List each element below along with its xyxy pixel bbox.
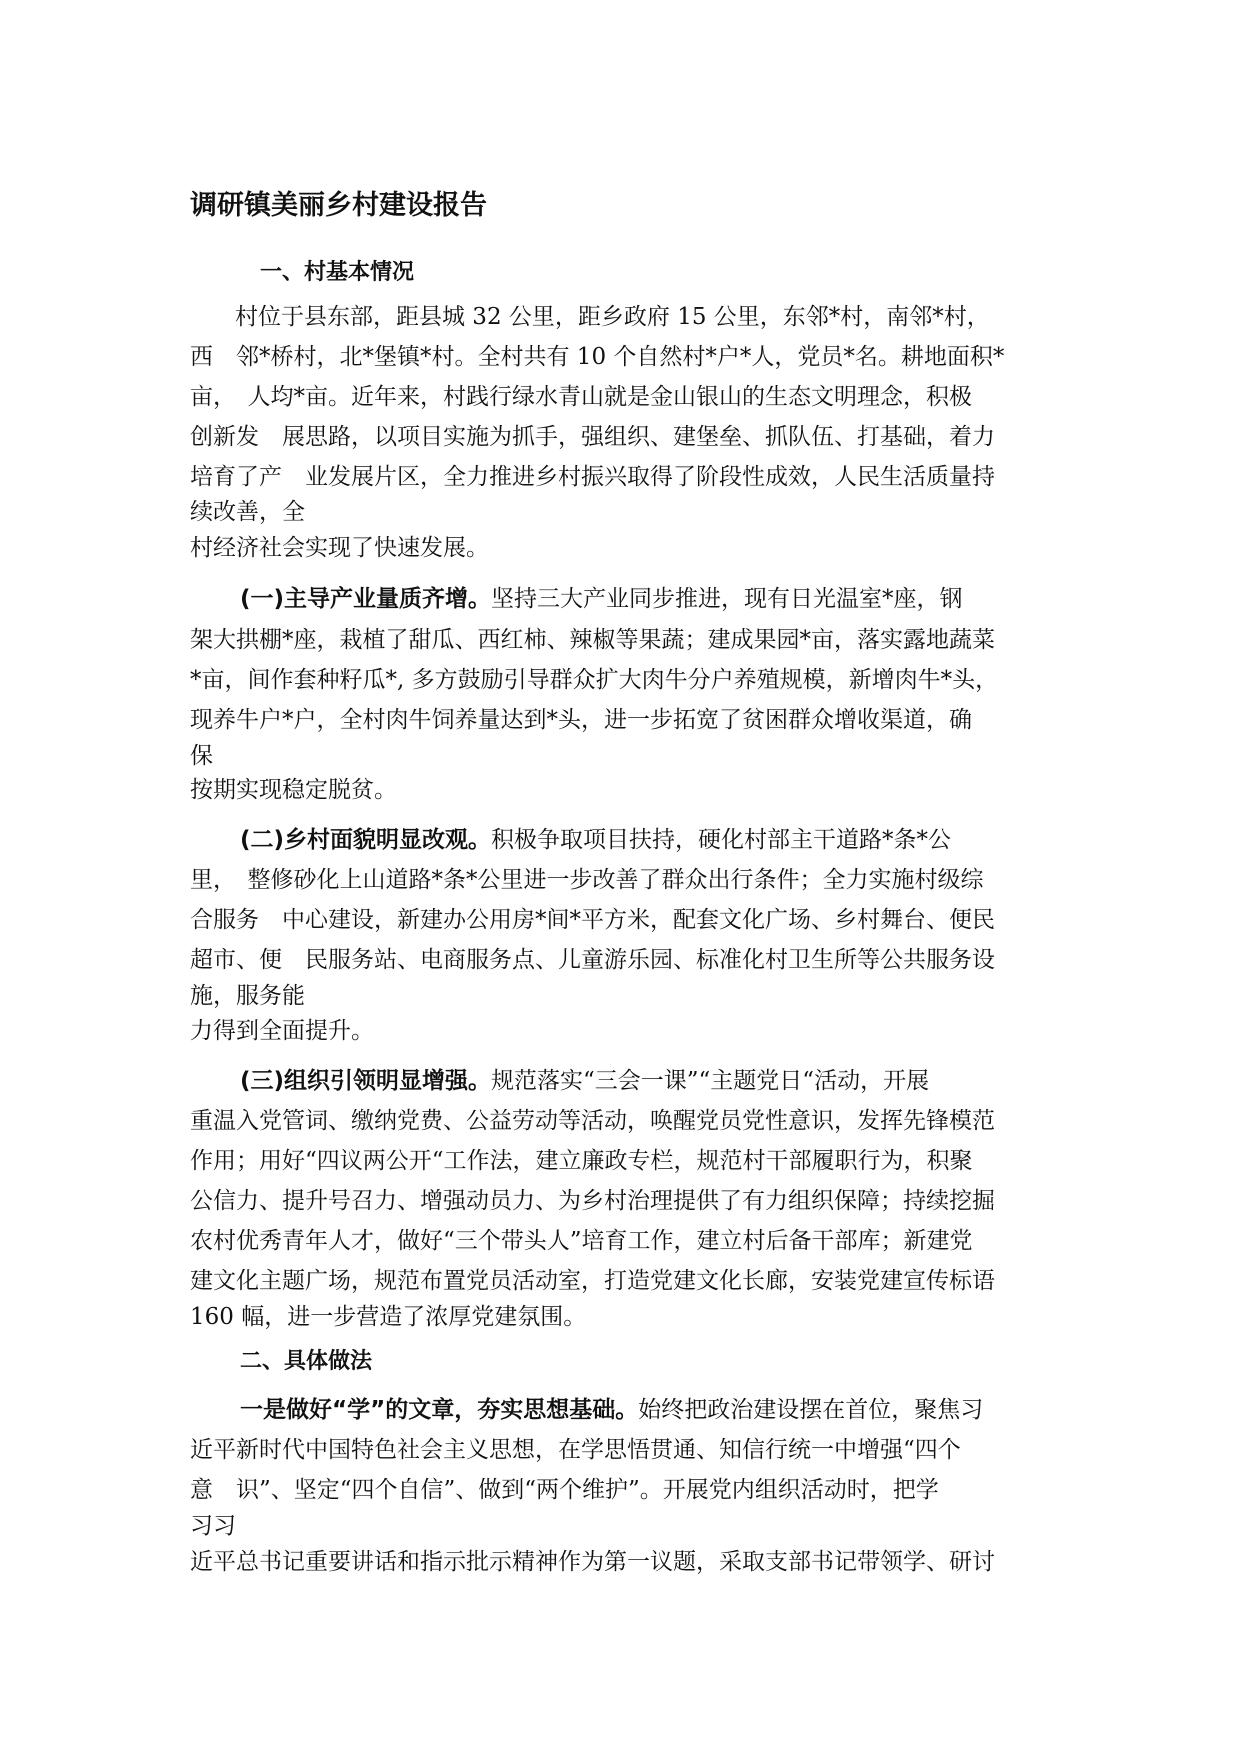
item-text: 积极争取项目扶持，硬化村部主干道路*条*公 <box>491 827 952 853</box>
paragraph-line: 作用；用好“四议两公开“工作法，建立廉政专栏，规范村干部履职行为，积聚 <box>190 1148 973 1174</box>
paragraph-line: 习习 <box>190 1513 236 1539</box>
paragraph-line: 架大拱棚*座，栽植了甜瓜、西红柿、辣椒等果蔬；建成果园*亩，落实露地蔬菜 <box>190 627 995 653</box>
item-title-organization: (三)组织引领明显增强。 <box>240 1068 492 1094</box>
item-leading-line <box>240 583 963 615</box>
document-title: 调研镇美丽乡村建设报告 <box>190 190 487 221</box>
paragraph-line: 村经济社会实现了快速发展。 <box>190 535 489 561</box>
item-text: 始终把政治建设摆在首位，聚焦习 <box>638 1397 984 1423</box>
paragraph-line: 超市、便 民服务站、电商服务点、儿童游乐园、标准化村卫生所等公共服务设 <box>190 947 995 973</box>
paragraph-line: 现养牛户*户，全村肉牛饲养量达到*头，进一步拓宽了贫困群众增收渠道，确 <box>190 707 972 733</box>
paragraph-line: 按期实现稳定脱贫。 <box>190 777 397 803</box>
item-title-study: 一是做好“学”的文章，夯实思想基础。 <box>240 1397 639 1423</box>
paragraph-line: 农村优秀青年人才，做好“三个带头人”培育工作，建立村后备干部库；新建党 <box>190 1228 973 1254</box>
paragraph-line: 培育了产 业发展片区，全力推进乡村振兴取得了阶段性成效，人民生活质量持 <box>190 464 995 490</box>
paragraph-line: *亩，间作套种籽瓜*, 多方鼓励引导群众扩大肉牛分户养殖规模，新增肉牛*头， <box>190 667 999 693</box>
paragraph-line: 里， 整修砂化上山道路*条*公里进一步改善了群众出行条件；全力实施村级综 <box>190 867 984 893</box>
paragraph-line: 续改善，全 <box>190 499 305 525</box>
item-leading-line <box>240 1065 929 1097</box>
paragraph-line: 近平新时代中国特色社会主义思想，在学思悟贯通、知信行统一中增强“四个 <box>190 1437 961 1463</box>
paragraph-line: 西 邻*桥村，北*堡镇*村。全村共有 10 个自然村*户*人，党员*名。耕地面积* <box>190 344 1005 370</box>
paragraph-line: 保 <box>190 743 213 769</box>
paragraph-line: 近平总书记重要讲话和指示批示精神作为第一议题，采取支部书记带领学、研讨 <box>190 1549 995 1575</box>
item-leading-line <box>240 1394 983 1426</box>
paragraph-line: 合服务 中心建设，新建办公用房*间*平方米，配套文化广场、乡村舞台、便民 <box>190 907 995 933</box>
paragraph-line: 160 幅，进一步营造了浓厚党建氛围。 <box>190 1304 587 1330</box>
paragraph-line: 建文化主题广场，规范布置党员活动室，打造党建文化长廊，安装党建宣传标语 <box>190 1268 995 1294</box>
section-heading-specific-practices: 二、具体做法 <box>240 1349 373 1374</box>
item-title-industry: (一)主导产业量质齐增。 <box>240 586 492 612</box>
paragraph-line: 村位于县东部，距县城 32 公里，距乡政府 15 公里，东邻*村，南邻*村， <box>235 304 990 330</box>
paragraph-line: 力得到全面提升。 <box>190 1018 374 1044</box>
paragraph-line: 施，服务能 <box>190 983 305 1009</box>
item-leading-line <box>240 824 951 856</box>
item-text: 坚持三大产业同步推进，现有日光温室*座，钢 <box>491 586 963 612</box>
paragraph-line: 创新发 展思路，以项目实施为抓手，强组织、建堡垒、抓队伍、打基础，着力 <box>190 424 995 450</box>
section-heading-basic-situation: 一、村基本情况 <box>260 260 415 285</box>
paragraph-line: 亩， 人均*亩。近年来，村践行绿水青山就是金山银山的生态文明理念，积极 <box>190 384 972 410</box>
item-title-village-appearance: (二)乡村面貌明显改观。 <box>240 827 492 853</box>
paragraph-line: 重温入党管词、缴纳党费、公益劳动等活动，唤醒党员党性意识，发挥先锋模范 <box>190 1108 995 1134</box>
paragraph-line: 公信力、提升号召力、增强动员力、为乡村治理提供了有力组织保障；持续挖掘 <box>190 1188 995 1214</box>
paragraph-line: 意 识”、坚定“四个自信”、做到“两个维护”。开展党内组织活动时，把学 <box>190 1477 939 1503</box>
item-text: 规范落实“三会一课”“主题党日“活动，开展 <box>491 1068 930 1094</box>
